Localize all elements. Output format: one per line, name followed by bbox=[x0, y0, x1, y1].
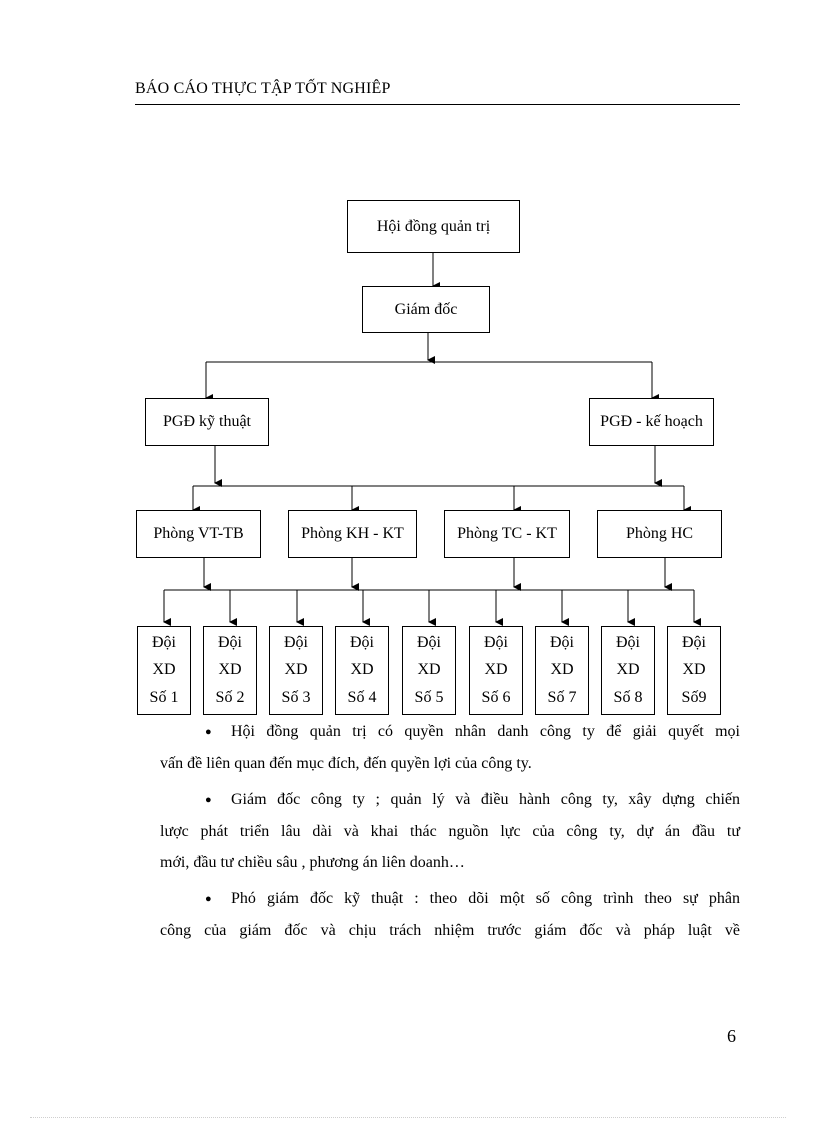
box-pgd-ky-thuat: PGĐ kỹ thuật bbox=[145, 398, 269, 446]
team-1-line-1: Đội bbox=[152, 633, 176, 651]
team-2-line-2: XD bbox=[218, 661, 242, 679]
team-8-line-1: Đội bbox=[616, 633, 640, 651]
team-4-line-2: XD bbox=[350, 661, 374, 679]
box-phong-tc-kt: Phòng TC - KT bbox=[444, 510, 570, 558]
paragraph-1-line-2: vấn đề liên quan đến mục đích, đến quyền lợi của công ty. bbox=[160, 755, 532, 772]
team-2-line-1: Đội bbox=[218, 633, 242, 651]
box-director: Giám đốc bbox=[362, 286, 490, 333]
team-8-line-3: Số 8 bbox=[613, 689, 643, 707]
team-6-line-3: Số 6 bbox=[481, 689, 511, 707]
body-text bbox=[160, 716, 740, 946]
box-team-4 bbox=[335, 626, 389, 715]
box-phong-hc: Phòng HC bbox=[597, 510, 722, 558]
box-team-9 bbox=[667, 626, 721, 715]
page-number: 6 bbox=[727, 1026, 736, 1046]
paragraph-2-line-1: ● Giám đốc công ty ; quản lý và điều hành công ty, xây dựng chiến bbox=[160, 784, 740, 816]
team-6-line-2: XD bbox=[484, 661, 508, 679]
paragraph-2-line-3: mới, đầu tư chiều sâu , phương án liên doanh… bbox=[160, 854, 465, 871]
box-phong-kh-kt: Phòng KH - KT bbox=[288, 510, 417, 558]
paragraph-3-line-2: công của giám đốc và chịu trách nhiệm trước giám đốc và pháp luật về bbox=[160, 922, 740, 939]
box-pgd-ke-hoach: PGĐ - kế hoạch bbox=[589, 398, 714, 446]
box-team-1 bbox=[137, 626, 191, 715]
box-team-3 bbox=[269, 626, 323, 715]
team-1-line-2: XD bbox=[152, 661, 176, 679]
box-team-2 bbox=[203, 626, 257, 715]
bullet-icon: ● bbox=[205, 726, 212, 738]
box-team-5 bbox=[402, 626, 456, 715]
box-team-6 bbox=[469, 626, 523, 715]
team-7-line-1: Đội bbox=[550, 633, 574, 651]
box-phong-vt-tb: Phòng VT-TB bbox=[136, 510, 261, 558]
bullet-icon: ● bbox=[205, 794, 212, 806]
team-4-line-3: Số 4 bbox=[347, 689, 377, 707]
team-5-line-2: XD bbox=[417, 661, 441, 679]
box-team-7 bbox=[535, 626, 589, 715]
paragraph-1-line-1: ● Hội đồng quản trị có quyền nhân danh công ty để giải quyết mọi bbox=[160, 716, 740, 748]
page-bottom-dotted-line bbox=[30, 1117, 786, 1118]
team-3-line-3: Số 3 bbox=[281, 689, 311, 707]
paragraph-2-line-2: lược phát triển lâu dài và khai thác nguồn lực của công ty, dự án đầu tư bbox=[160, 823, 740, 840]
paragraph-3-line-1: ● Phó giám đốc kỹ thuật : theo dõi một số công trình theo sự phân bbox=[160, 883, 740, 915]
page-header-title: BÁO CÁO THỰC TẬP TỐT NGHIÊP bbox=[135, 80, 391, 97]
team-2-line-3: Số 2 bbox=[215, 689, 245, 707]
team-3-line-1: Đội bbox=[284, 633, 308, 651]
team-9-line-2: XD bbox=[682, 661, 706, 679]
team-9-line-1: Đội bbox=[682, 633, 706, 651]
team-4-line-1: Đội bbox=[350, 633, 374, 651]
box-board: Hội đồng quản trị bbox=[347, 200, 520, 253]
team-9-line-3: Số9 bbox=[681, 689, 707, 707]
box-team-8 bbox=[601, 626, 655, 715]
bullet-icon: ● bbox=[205, 893, 212, 905]
team-5-line-1: Đội bbox=[417, 633, 441, 651]
team-7-line-3: Số 7 bbox=[547, 689, 577, 707]
team-7-line-2: XD bbox=[550, 661, 574, 679]
team-6-line-1: Đội bbox=[484, 633, 508, 651]
team-8-line-2: XD bbox=[616, 661, 640, 679]
team-1-line-3: Số 1 bbox=[149, 689, 179, 707]
team-5-line-3: Số 5 bbox=[414, 689, 444, 707]
team-3-line-2: XD bbox=[284, 661, 308, 679]
